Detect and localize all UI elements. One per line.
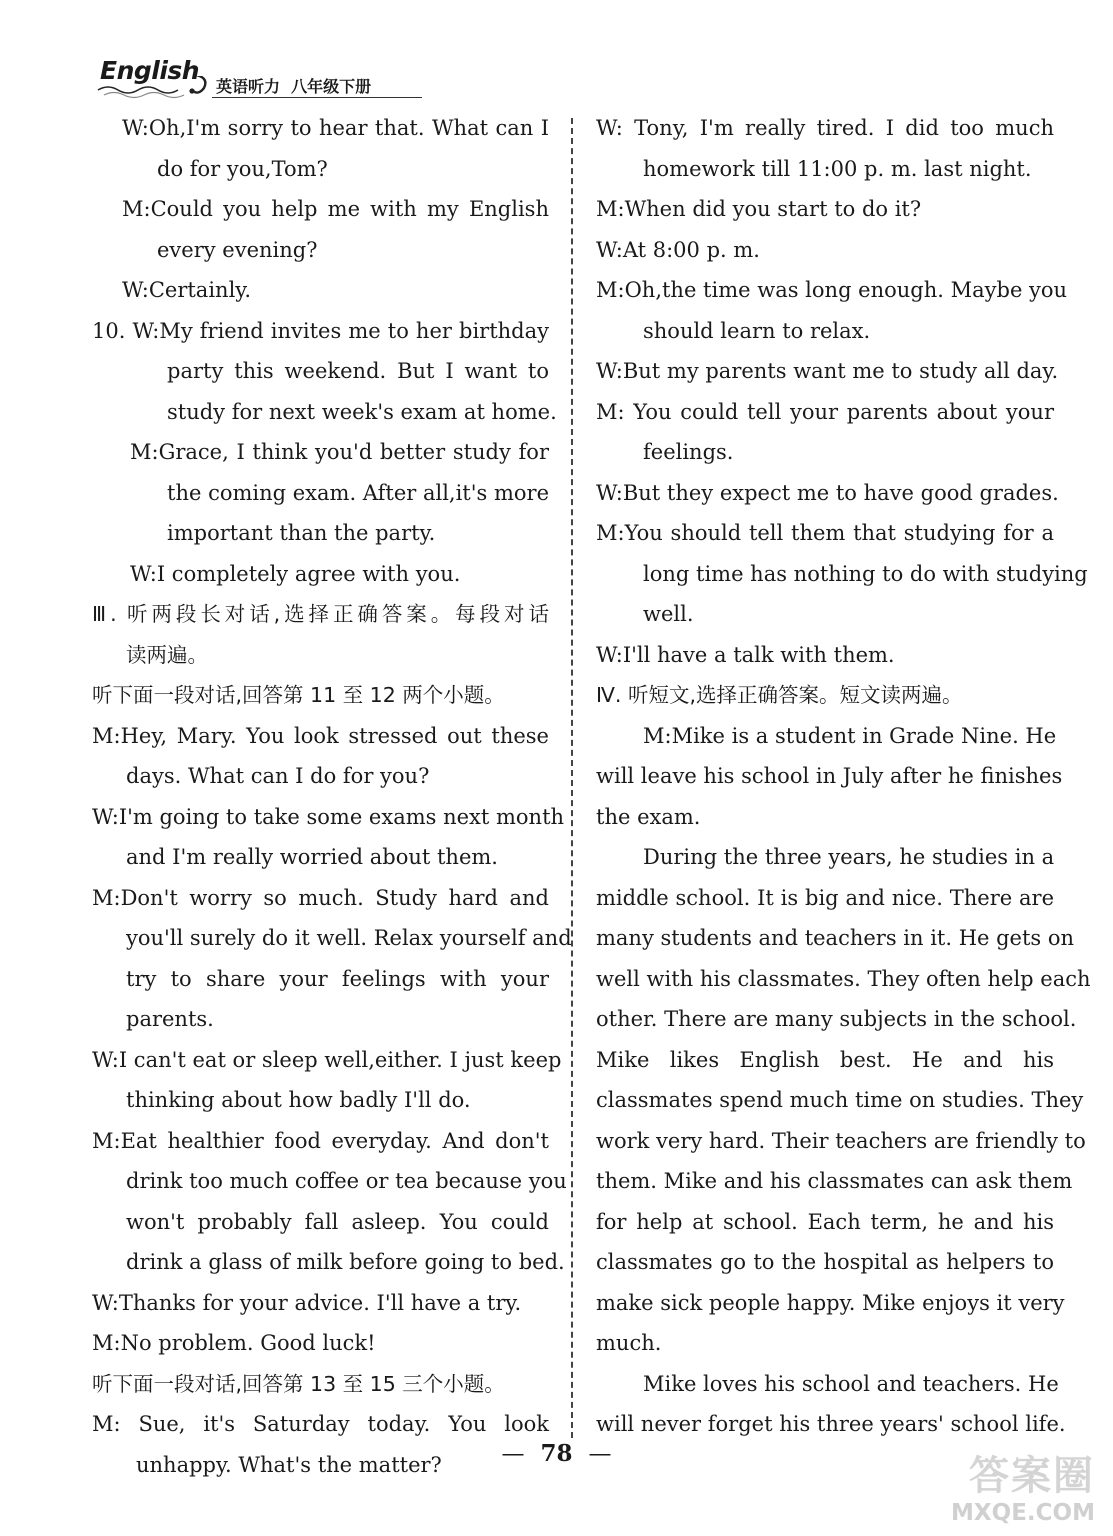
text-line: important than the party.: [167, 521, 436, 545]
text-line: thinking about how badly I'll do.: [126, 1088, 471, 1112]
text-line: them. Mike and his classmates can ask them: [596, 1169, 1073, 1193]
text-line: drink too much coffee or tea because you: [126, 1169, 567, 1193]
book-subject: 英语听力: [216, 77, 281, 96]
text-line: 听下面一段对话,回答第 13 至 15 三个小题。: [92, 1371, 505, 1396]
watermark-site: MXQE.COM: [951, 1500, 1095, 1526]
page-header: [92, 52, 422, 102]
text-line: will never forget his three years' school life.: [596, 1412, 1066, 1436]
text-line: classmates spend much time on studies. They: [596, 1088, 1084, 1112]
text-line: will leave his school in July after he finishes: [596, 764, 1063, 788]
text-line: long time has nothing to do with studying: [643, 561, 1088, 586]
text-line: the coming exam. After all,it's more: [167, 480, 549, 505]
header-rule: [212, 97, 422, 98]
text-line: classmates go to the hospital as helpers to: [596, 1250, 1054, 1274]
text-line: every evening?: [157, 237, 318, 262]
text-line: Ⅳ. 听短文,选择正确答案。短文读两遍。: [596, 683, 963, 707]
text-line: for help at school. Each term, he and his: [596, 1209, 1054, 1234]
text-line: M: You could tell your parents about your: [596, 399, 1054, 424]
text-line: party this weekend. But I want to: [167, 359, 549, 383]
text-line: M:Mike is a student in Grade Nine. He: [643, 723, 1057, 748]
text-line: well with his classmates. They often help each: [596, 966, 1091, 991]
text-line: homework till 11:00 p. m. last night.: [643, 156, 1032, 181]
text-line: middle school. It is big and nice. There are: [596, 885, 1054, 910]
text-line: work very hard. Their teachers are friendly to: [596, 1128, 1086, 1153]
text-line: M:Grace, I think you'd better study for: [130, 440, 549, 464]
text-line: W:I'm going to take some exams next month: [92, 804, 565, 829]
page-number: 78: [540, 1440, 573, 1467]
watermark: [949, 1444, 1099, 1528]
text-line: won't probably fall asleep. You could: [126, 1209, 549, 1234]
text-line: other. There are many subjects in the school.: [596, 1007, 1077, 1031]
book-grade: 八年级下册: [291, 77, 372, 96]
text-line: Ⅲ. 听两段长对话,选择正确答案。每段对话: [92, 602, 549, 626]
text-line: drink a glass of milk before going to bed.: [126, 1250, 565, 1274]
text-line: M:Hey, Mary. You look stressed out these: [92, 723, 549, 748]
text-line: parents.: [126, 1007, 214, 1031]
text-line: M:No problem. Good luck!: [92, 1331, 376, 1355]
text-line: M:Oh,the time was long enough. Maybe you: [596, 278, 1068, 302]
text-line: do for you,Tom?: [157, 156, 328, 181]
text-line: 读两遍。: [126, 642, 208, 667]
text-line: M: Sue, it's Saturday today. You look: [92, 1412, 549, 1436]
text-line: M:You should tell them that studying for a: [596, 521, 1054, 545]
text-line: W:But my parents want me to study all day.: [596, 359, 1059, 383]
text-line: should learn to relax.: [643, 318, 871, 343]
text-line: W:Thanks for your advice. I'll have a try.: [92, 1290, 522, 1315]
text-line: the exam.: [596, 804, 701, 829]
text-line: 10. W:My friend invites me to her birthday: [92, 318, 549, 343]
text-line: W:I can't eat or sleep well,either. I just keep: [92, 1047, 562, 1072]
text-line: M:When did you start to do it?: [596, 197, 922, 221]
text-line: W: Tony, I'm really tired. I did too much: [596, 116, 1054, 140]
english-logo: English: [100, 56, 200, 85]
text-line: During the three years, he studies in a: [643, 845, 1055, 869]
text-line: much.: [596, 1331, 662, 1355]
text-line: W:Oh,I'm sorry to hear that. What can I: [122, 116, 549, 140]
text-line: unhappy. What's the matter?: [136, 1452, 442, 1477]
book-title: [216, 74, 371, 97]
text-line: 听下面一段对话,回答第 11 至 12 两个小题。: [92, 683, 505, 707]
text-line: W:Certainly.: [122, 278, 252, 302]
page-footer: [0, 1440, 1113, 1467]
right-column: [596, 108, 1091, 1445]
text-line: days. What can I do for you?: [126, 764, 430, 788]
text-line: Mike likes English best. He and his: [596, 1047, 1054, 1072]
text-line: make sick people happy. Mike enjoys it very: [596, 1290, 1065, 1315]
text-line: many students and teachers in it. He gets on: [596, 926, 1075, 950]
text-line: M:Could you help me with my English: [122, 197, 549, 221]
text-line: Mike loves his school and teachers. He: [643, 1371, 1059, 1396]
text-line: and I'm really worried about them.: [126, 845, 498, 869]
text-line: M:Don't worry so much. Study hard and: [92, 885, 549, 910]
text-line: M:Eat healthier food everyday. And don't: [92, 1128, 549, 1153]
text-line: well.: [643, 602, 694, 626]
footer-dash-left: —: [501, 1441, 525, 1467]
text-line: W:At 8:00 p. m.: [596, 237, 760, 262]
text-line: study for next week's exam at home.: [167, 399, 557, 424]
footer-dash-right: —: [588, 1441, 612, 1467]
text-line: W:I completely agree with you.: [130, 561, 461, 586]
column-divider: [571, 118, 573, 1438]
watermark-stamp: 答案圈: [969, 1453, 1095, 1499]
text-line: feelings.: [643, 440, 734, 464]
text-line: W:I'll have a talk with them.: [596, 642, 895, 667]
text-line: you'll surely do it well. Relax yourself and: [126, 926, 572, 950]
wave-icon: [94, 76, 214, 102]
text-line: try to share your feelings with your: [126, 966, 549, 991]
text-line: W:But they expect me to have good grades.: [596, 480, 1059, 505]
